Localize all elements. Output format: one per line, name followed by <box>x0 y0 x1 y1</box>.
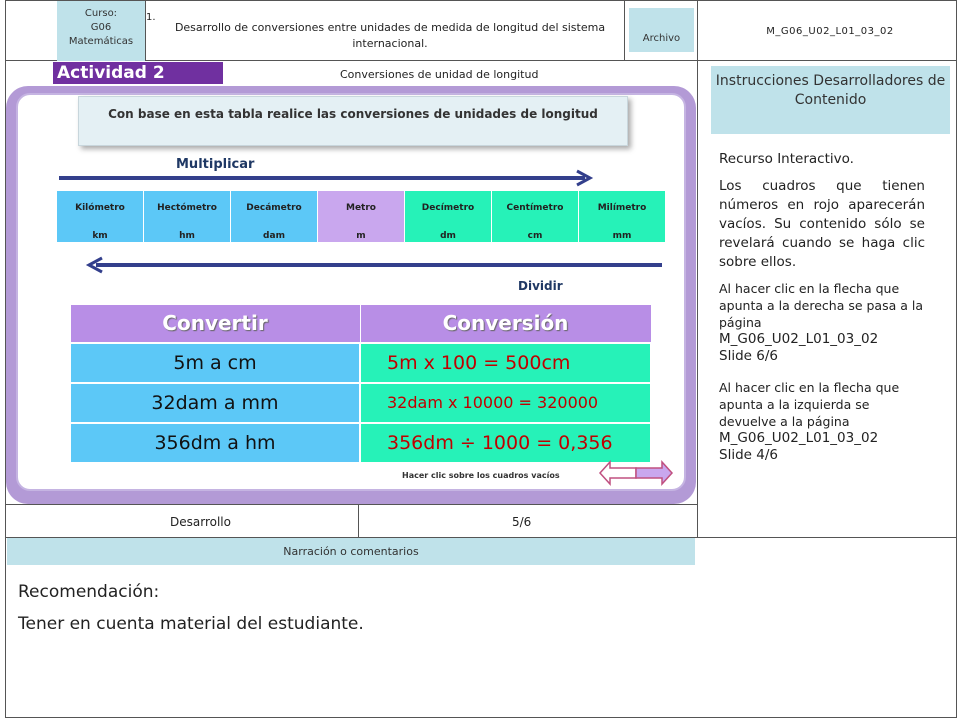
instruction-resource: Recurso Interactivo. <box>719 151 854 167</box>
activity-badge: Actividad 2 <box>53 62 223 84</box>
instruction-red-numbers: Los cuadros que tienen números en rojo aparecerán vacíos. Su contenido sólo se revelará cuando se haga clic sobre ellos. <box>719 178 925 270</box>
col-header-convert: Convertir <box>70 305 360 343</box>
footer-vline <box>358 504 359 537</box>
table-row <box>70 383 651 423</box>
result-cell[interactable]: 356dm ÷ 1000 = 0,356 <box>360 423 651 463</box>
unit-mm: Milímetro mm <box>579 191 666 242</box>
narration-label: Narración o comentarios <box>7 538 695 565</box>
course-subject: Matemáticas <box>68 36 134 47</box>
table-row <box>70 343 651 383</box>
instructions-title: Instrucciones Desarrolladores de Contenido <box>711 66 950 134</box>
instruction-right-code: M_G06_U02_L01_03_02 <box>719 331 879 347</box>
file-code: M_G06_U02_L01_03_02 <box>766 26 894 37</box>
instruction-right-arrow: Al hacer clic en la flecha que apunta a la derecha se pasa a la página <box>719 281 924 330</box>
archivo-label: Archivo <box>629 8 694 52</box>
unit-dm: Decímetro dm <box>405 191 492 242</box>
unit-dam: Decámetro dam <box>231 191 318 242</box>
convert-cell: 356dm a hm <box>70 423 360 463</box>
multiply-label: Multiplicar <box>176 157 255 172</box>
divide-label: Dividir <box>518 279 563 293</box>
header-vline-1 <box>145 0 146 60</box>
col-header-result: Conversión <box>360 305 651 343</box>
course-code: G06 <box>90 22 112 33</box>
multiply-arrow-icon <box>55 168 600 188</box>
instruction-right-slide: Slide 6/6 <box>719 348 778 364</box>
course-box <box>57 1 145 61</box>
course-label: Curso: <box>84 8 118 19</box>
recommendation-text: Tener en cuenta material del estudiante. <box>18 614 364 634</box>
unit-m: Metro m <box>318 191 405 242</box>
unit-scale <box>57 191 666 242</box>
recommendation-title: Recomendación: <box>18 582 160 602</box>
slide-bottom-divider <box>5 504 697 505</box>
header-vline-2 <box>624 0 625 60</box>
item-number: 1. <box>146 12 156 23</box>
conversion-table <box>69 304 652 464</box>
activity-subtitle: Conversiones de unidad de longitud <box>340 68 539 81</box>
convert-cell: 32dam a mm <box>70 383 360 423</box>
section-label: Desarrollo <box>170 515 231 529</box>
divide-arrow-icon <box>84 255 666 275</box>
result-cell[interactable]: 5m x 100 = 500cm <box>360 343 651 383</box>
unit-km: Kilómetro km <box>57 191 144 242</box>
instruction-left-slide: Slide 4/6 <box>719 447 778 463</box>
click-note: Hacer clic sobre los cuadros vacíos <box>402 471 560 480</box>
table-row <box>70 423 651 463</box>
prev-arrow-icon[interactable] <box>600 462 636 484</box>
slide-instruction: Con base en esta tabla realice las conversiones de unidades de longitud <box>78 96 628 146</box>
nav-arrows <box>598 458 674 488</box>
header-vline-3 <box>697 0 698 537</box>
instructions-body <box>719 150 925 464</box>
next-arrow-icon[interactable] <box>636 462 672 484</box>
convert-cell: 5m a cm <box>70 343 360 383</box>
instruction-left-arrow: Al hacer clic en la flecha que apunta a la izquierda se devuelve a la página <box>719 380 900 429</box>
unit-hm: Hectómetro hm <box>144 191 231 242</box>
header-divider <box>5 60 957 61</box>
header-title: Desarrollo de conversiones entre unidades de medida de longitud del sistema internacional. <box>174 21 606 50</box>
result-cell[interactable]: 32dam x 10000 = 320000 <box>360 383 651 423</box>
page-number: 5/6 <box>512 515 532 529</box>
unit-cm: Centímetro cm <box>492 191 579 242</box>
instruction-left-code: M_G06_U02_L01_03_02 <box>719 430 879 446</box>
